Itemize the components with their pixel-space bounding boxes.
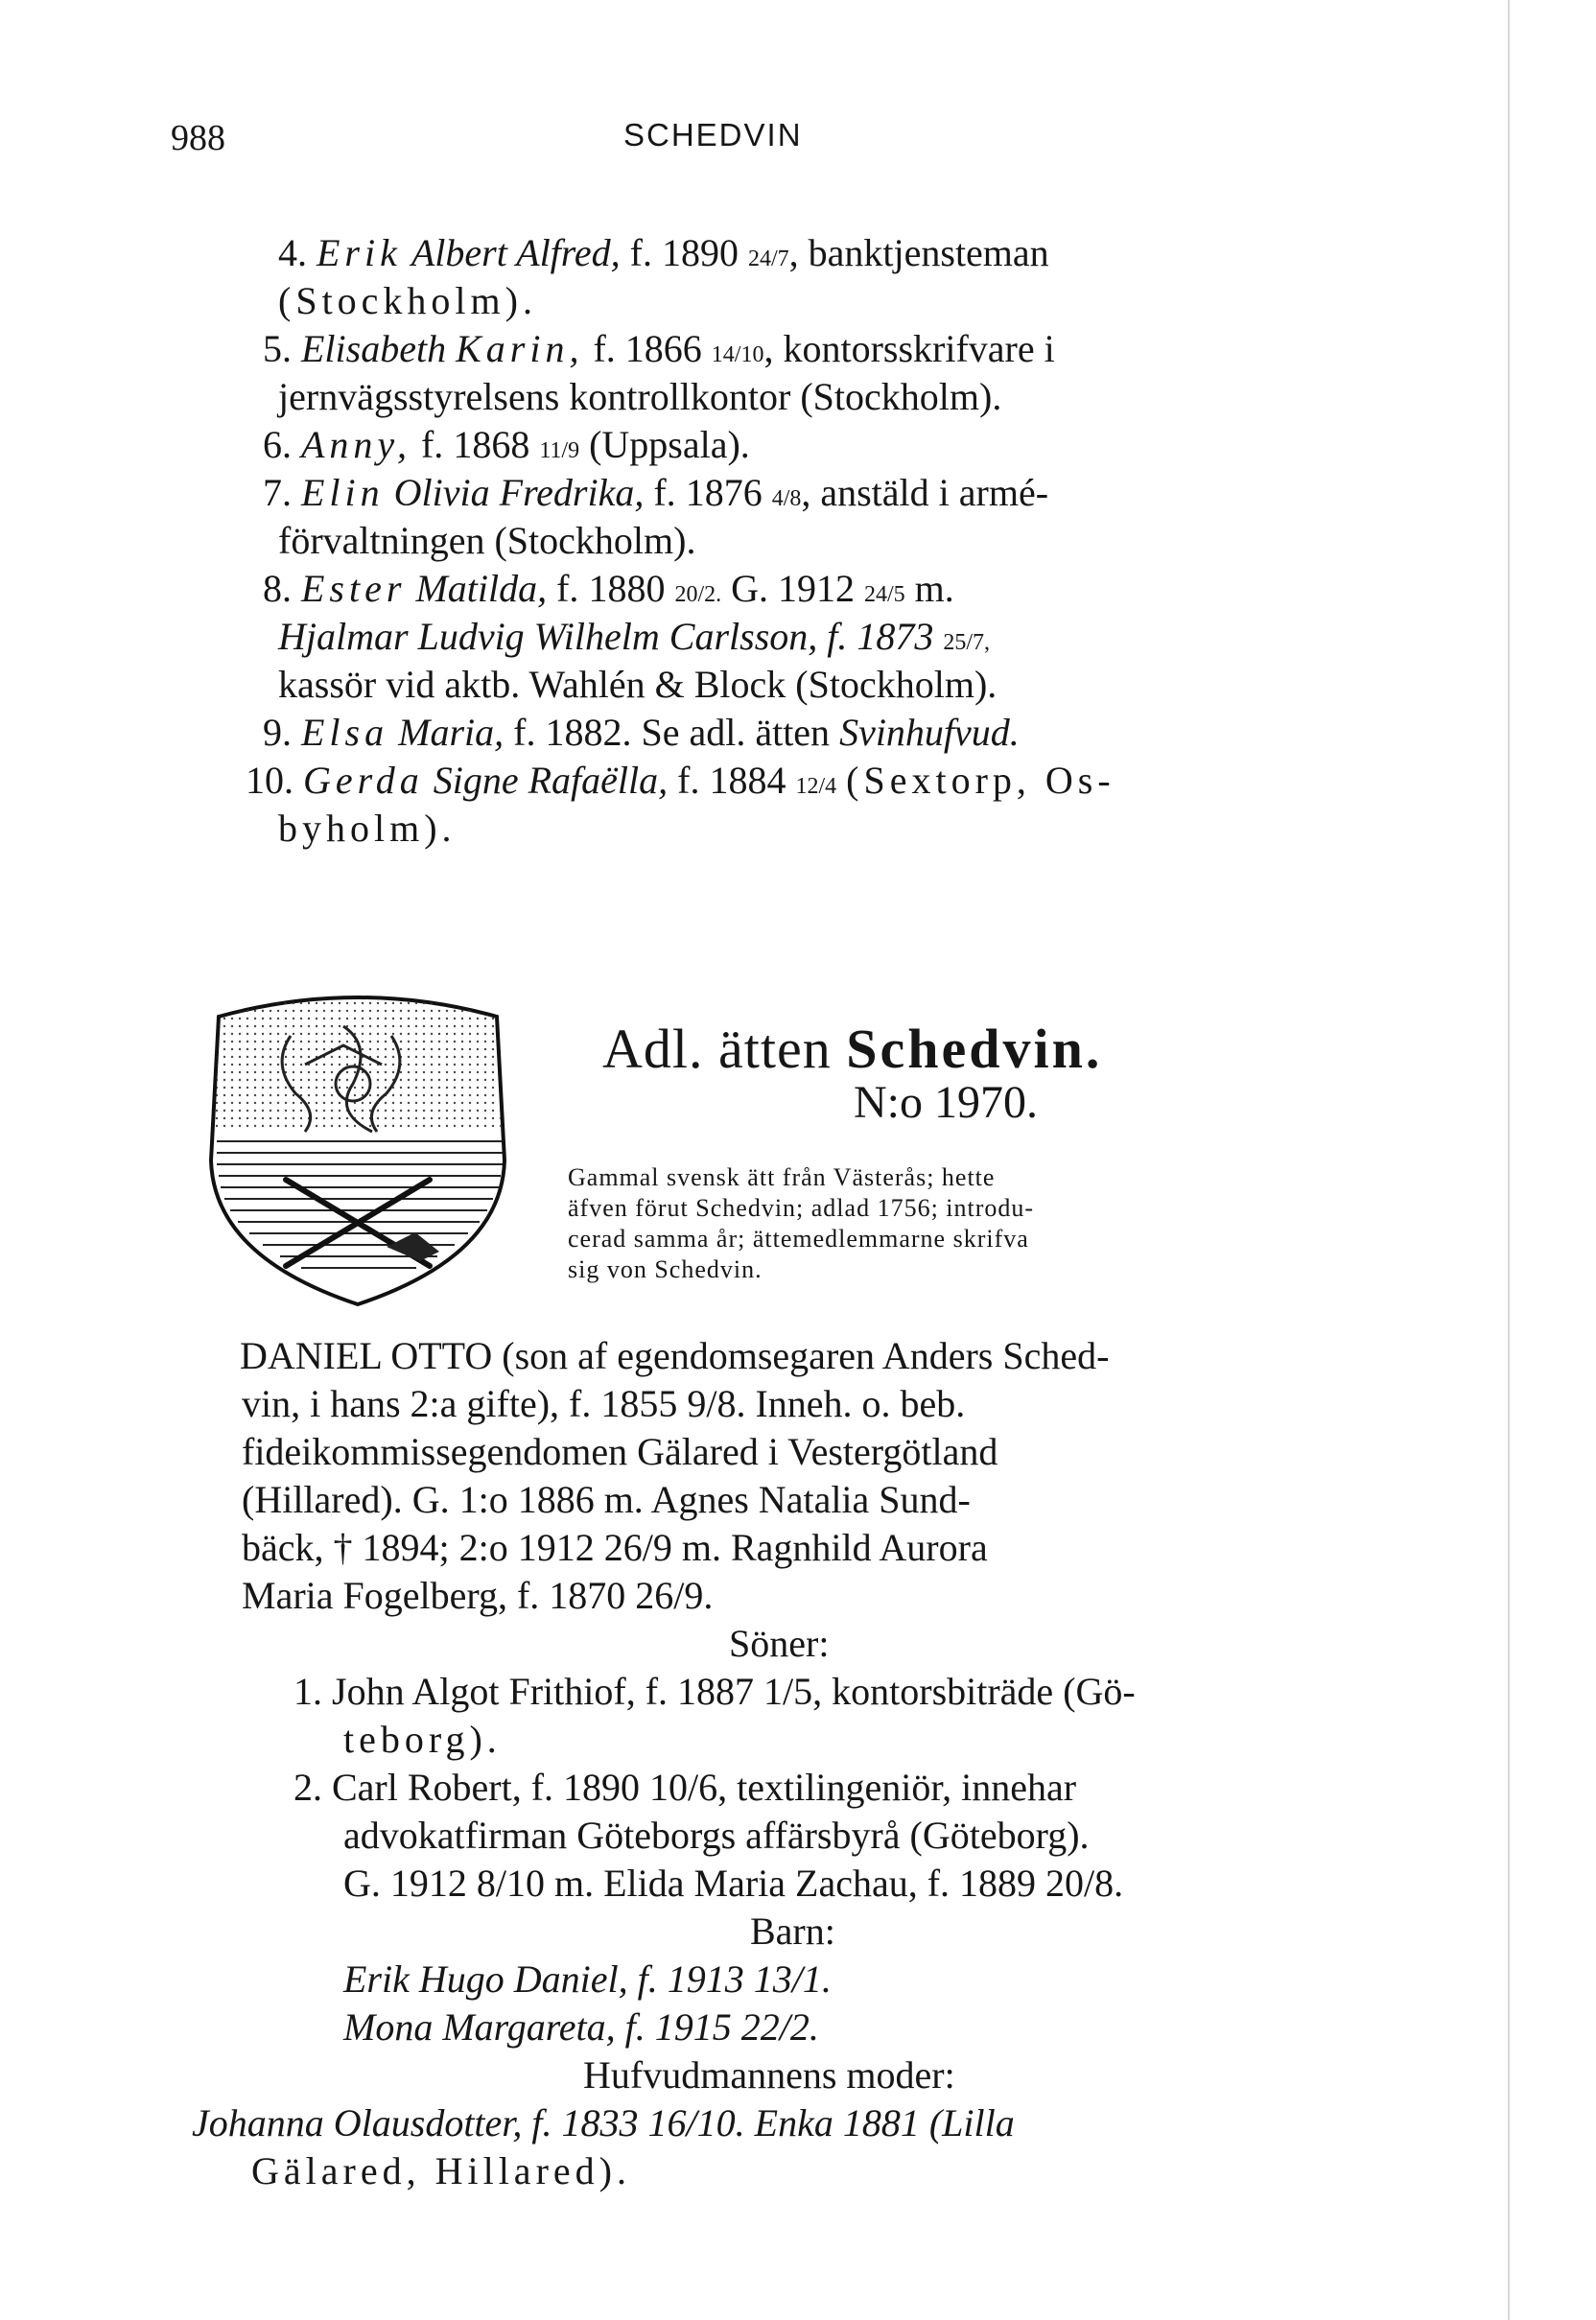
running-title: SCHEDVIN bbox=[623, 117, 803, 152]
son-line: 2. Carl Robert, f. 1890 10/6, textilingeniör, innehar bbox=[293, 1766, 1077, 1809]
lineage-number: N:o 1970. bbox=[854, 1077, 1038, 1128]
list-item: 10. Gerda Signe Rafaëlla, f. 1884 12/4 (Sextorp, Os- bbox=[246, 759, 1115, 802]
son-line: advokatfirman Göteborgs affärsbyrå (Göteborg). bbox=[343, 1814, 1090, 1857]
son-line: teborg). bbox=[343, 1718, 502, 1761]
head-person-line: Maria Fogelberg, f. 1870 26/9. bbox=[242, 1574, 714, 1617]
children-label: Barn: bbox=[750, 1910, 835, 1953]
lineage-note-line: sig von Schedvin. bbox=[568, 1255, 763, 1283]
mother-label: Hufvudmannens moder: bbox=[583, 2053, 955, 2097]
lineage-title: Adl. ätten Schedvin. bbox=[602, 1018, 1103, 1080]
list-item-continuation: Hjalmar Ludvig Wilhelm Carlsson, f. 1873 25/7, bbox=[278, 615, 991, 658]
list-item-continuation: (Stockholm). bbox=[278, 279, 537, 322]
running-header bbox=[171, 117, 1366, 165]
child-line: Mona Margareta, f. 1915 22/2. bbox=[343, 2005, 819, 2049]
mother-line: Johanna Olausdotter, f. 1833 16/10. Enka 1881 (Lilla bbox=[192, 2101, 1015, 2144]
head-person-line: vin, i hans 2:a gifte), f. 1855 9/8. Inneh. o. beb. bbox=[242, 1382, 966, 1425]
child-line: Erik Hugo Daniel, f. 1913 13/1. bbox=[343, 1957, 832, 2001]
list-item-continuation: jernvägsstyrelsens kontrollkontor (Stockholm). bbox=[278, 375, 1002, 418]
mother-line: Gälared, Hillared). bbox=[251, 2149, 631, 2192]
page-gutter-line bbox=[1508, 0, 1510, 2320]
lineage-note-line: äfven förut Schedvin; adlad 1756; introdu- bbox=[568, 1194, 1035, 1222]
head-person-line: (Hillared). G. 1:o 1886 m. Agnes Natalia Sund- bbox=[242, 1478, 971, 1521]
head-person-line: fideikommissegendomen Gälared i Vestergötland bbox=[242, 1430, 998, 1473]
list-item: 8. Ester Matilda, f. 1880 20/2. G. 1912 24/5 m. bbox=[263, 567, 954, 610]
list-item: 7. Elin Olivia Fredrika, f. 1876 4/8, anstäld i armé- bbox=[263, 471, 1049, 514]
coat-of-arms-icon bbox=[200, 978, 516, 1314]
list-item: 6. Anny, f. 1868 11/9 (Uppsala). bbox=[263, 423, 750, 466]
list-item-continuation: kassör vid aktb. Wahlén & Block (Stockholm). bbox=[278, 663, 998, 706]
son-line: 1. John Algot Frithiof, f. 1887 1/5, kontorsbiträde (Gö- bbox=[293, 1670, 1136, 1713]
list-item: 5. Elisabeth Karin, f. 1866 14/10, kontorsskrifvare i bbox=[263, 327, 1055, 370]
head-person-line: bäck, † 1894; 2:o 1912 26/9 m. Ragnhild Aurora bbox=[242, 1526, 988, 1569]
lineage-note-line: cerad samma år; ättemedlemmarne skrifva bbox=[568, 1225, 1029, 1253]
list-item: 4. Erik Albert Alfred, f. 1890 24/7, banktjensteman bbox=[278, 231, 1049, 274]
list-item-continuation: förvaltningen (Stockholm). bbox=[278, 519, 696, 562]
page-number: 988 bbox=[171, 118, 225, 158]
son-line: G. 1912 8/10 m. Elida Maria Zachau, f. 1889 20/8. bbox=[343, 1862, 1124, 1905]
list-item: 9. Elsa Maria, f. 1882. Se adl. ätten Svinhufvud. bbox=[263, 711, 1020, 754]
lineage-note-line: Gammal svensk ätt från Västerås; hette bbox=[568, 1163, 996, 1191]
list-item-continuation: byholm). bbox=[278, 807, 457, 850]
head-person-line: DANIEL OTTO (son af egendomsegaren Anders Sched- bbox=[240, 1334, 1110, 1377]
sons-label: Söner: bbox=[729, 1622, 830, 1665]
